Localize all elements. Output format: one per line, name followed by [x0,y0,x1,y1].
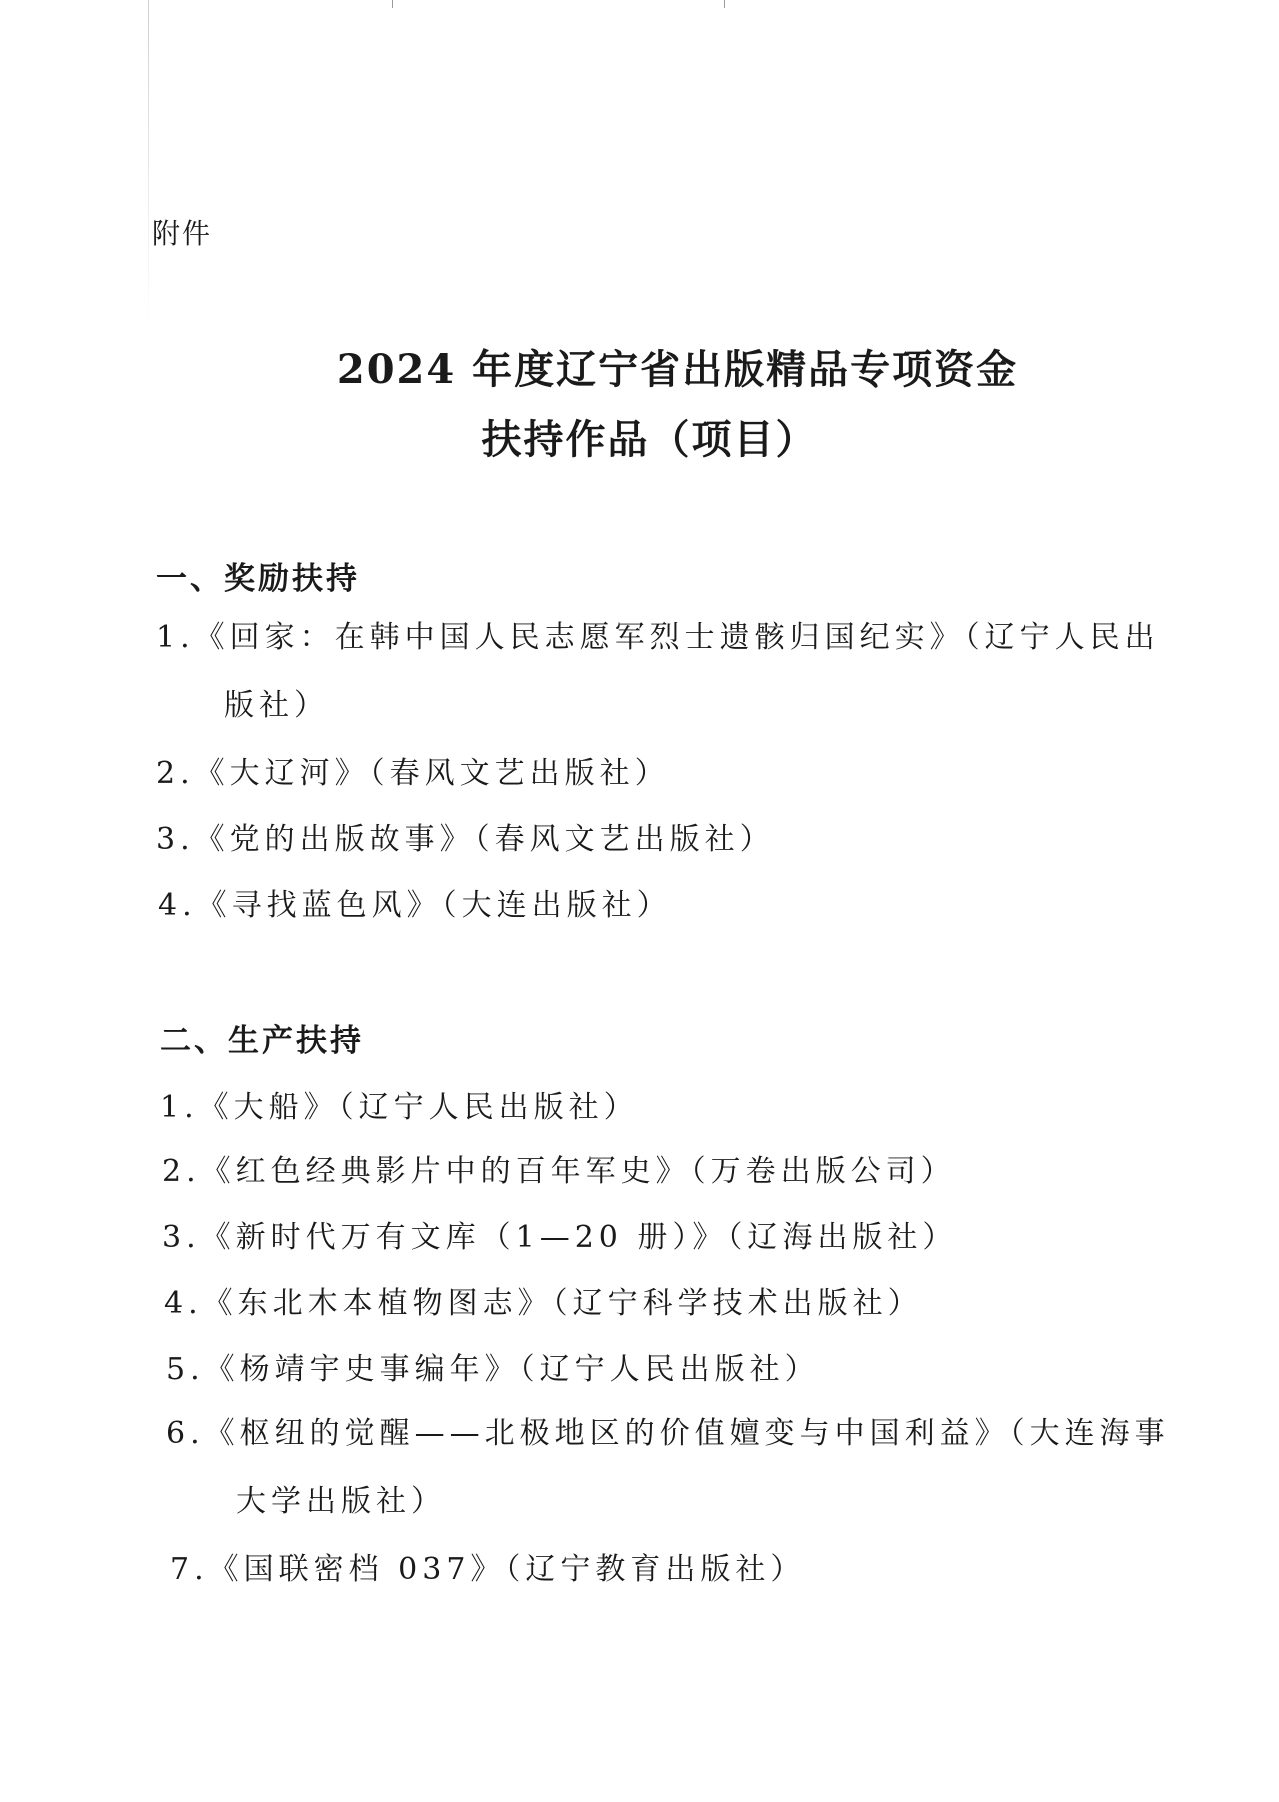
list-item: 7.《国联密档 037》（辽宁教育出版社） [170,1552,806,1587]
attachment-label: 附件 [152,217,213,250]
list-item: 3.《新时代万有文库（1—20 册）》（辽海出版社） [162,1220,958,1255]
list-item-continuation: 大学出版社） [236,1484,446,1519]
scan-edge-line [148,0,149,330]
scan-mark [724,0,725,8]
page-title-line-1: 2024 年度辽宁省出版精品专项资金 [336,346,1019,393]
section-heading-production: 二、生产扶持 [160,1023,364,1059]
list-item: 1.《大船》（辽宁人民出版社） [160,1090,639,1125]
list-item: 5.《杨靖宇史事编年》（辽宁人民出版社） [166,1352,820,1387]
list-item: 2.《红色经典影片中的百年军史》（万卷出版公司） [162,1154,956,1189]
list-item: 3.《党的出版故事》（春风文艺出版社） [156,822,775,857]
list-item: 6.《枢纽的觉醒——北极地区的价值嬗变与中国利益》（大连海事 [166,1416,1170,1451]
section-heading-award: 一、奖励扶持 [156,561,360,597]
scan-mark [392,0,393,8]
page-title-line-2: 扶持作品（项目） [481,416,818,463]
list-item: 2.《大辽河》（春风文艺出版社） [156,756,670,791]
list-item-continuation: 版社） [224,688,329,723]
list-item: 4.《寻找蓝色风》（大连出版社） [158,888,672,923]
list-item: 4.《东北木本植物图志》（辽宁科学技术出版社） [164,1286,923,1321]
list-item: 1.《回家：在韩中国人民志愿军烈士遗骸归国纪实》（辽宁人民出 [156,620,1160,655]
